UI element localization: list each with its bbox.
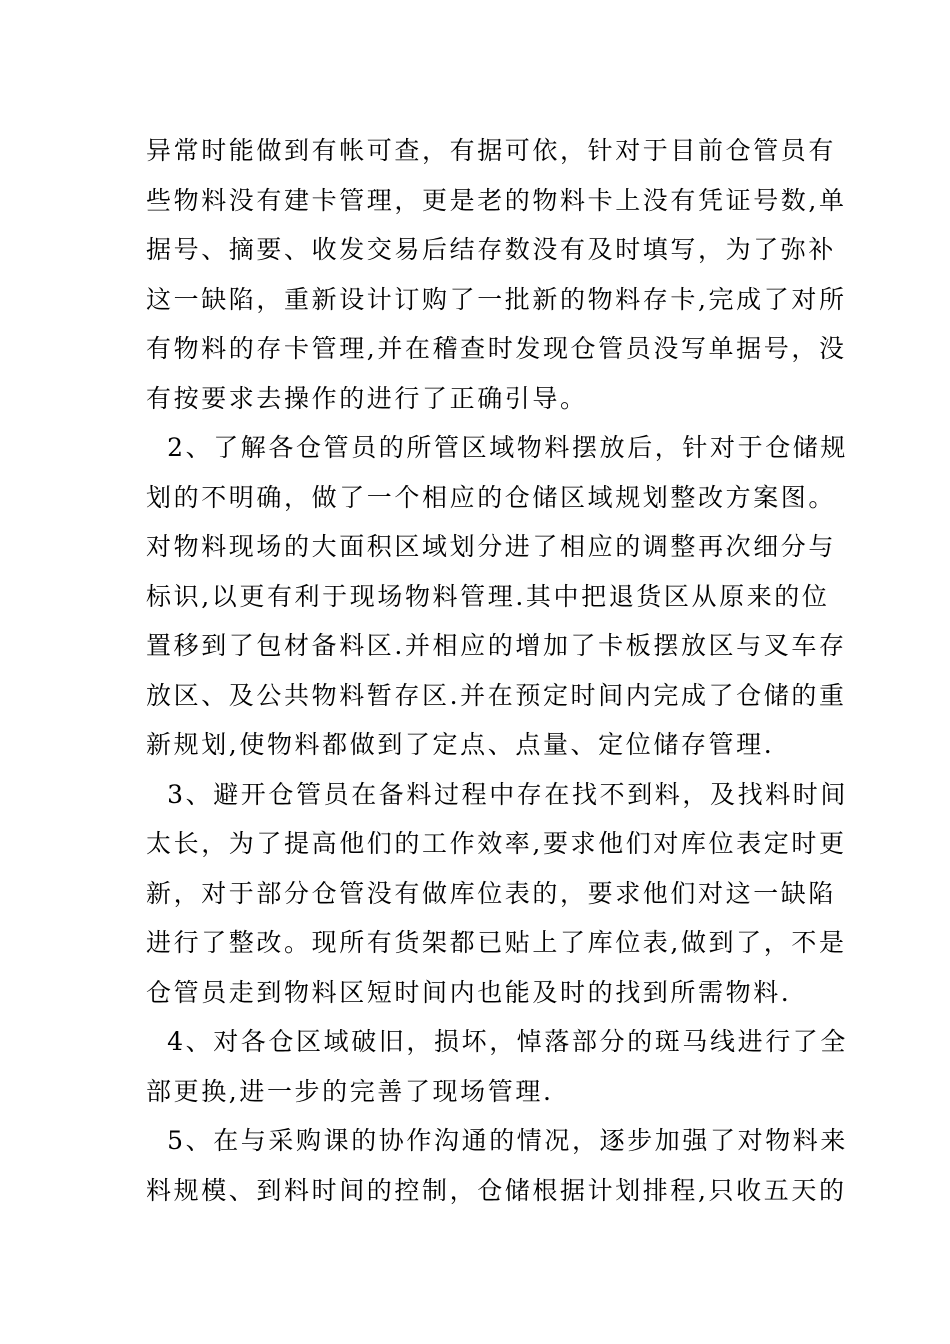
text-line: 有按要求去操作的进行了正确引导。 — [146, 383, 588, 413]
text-line: 这一缺陷，重新设计订购了一批新的物料存卡,完成了对所 — [146, 284, 847, 314]
text-line: 4、对各仓区域破旧，损坏，悼落部分的斑马线进行了全 — [146, 1027, 849, 1056]
text-line: 部更换,进一步的完善了现场管理. — [146, 1076, 554, 1106]
text-line: 进行了整改。现所有货架都已贴上了库位表,做到了，不是 — [146, 928, 847, 957]
text-line: 放区、及公共物料暂存区.并在预定时间内完成了仓储的重 — [146, 680, 847, 710]
text-line: 划的不明确，做了一个相应的仓储区域规划整改方案图。 — [146, 482, 837, 512]
text-line: 太长，为了提高他们的工作效率,要求他们对库位表定时更 — [146, 829, 847, 858]
text-line: 据号、摘要、收发交易后结存数没有及时填写，为了弥补 — [146, 235, 837, 264]
text-line: 新，对于部分仓管没有做库位表的，要求他们对这一缺陷 — [146, 878, 837, 908]
body-text — [146, 126, 849, 1215]
text-line: 异常时能做到有帐可查，有据可依，针对于目前仓管员有 — [146, 136, 837, 165]
text-line: 有物料的存卡管理,并在稽查时发现仓管员没写单据号，没 — [146, 334, 847, 363]
text-line: 标识,以更有利于现场物料管理.其中把退货区从原来的位 — [146, 581, 830, 611]
text-line: 5、在与采购课的协作沟通的情况，逐步加强了对物料来 — [146, 1126, 849, 1155]
text-line: 料规模、到料时间的控制，仓储根据计划排程,只收五天的 — [146, 1175, 847, 1205]
text-line: 置移到了包材备料区.并相应的增加了卡板摆放区与叉车存 — [146, 631, 847, 660]
text-line: 仓管员走到物料区短时间内也能及时的找到所需物料. — [146, 977, 792, 1007]
text-line: 新规划,使物料都做到了定点、点量、定位储存管理. — [146, 730, 775, 759]
text-line: 对物料现场的大面积区域划分进了相应的调整再次细分与 — [146, 532, 837, 561]
text-line: 2、了解各仓管员的所管区域物料摆放后，针对于仓储规 — [146, 433, 849, 462]
text-line: 3、避开仓管员在备料过程中存在找不到料，及找料时间 — [146, 779, 849, 809]
text-line: 些物料没有建卡管理，更是老的物料卡上没有凭证号数,单 — [146, 185, 847, 215]
